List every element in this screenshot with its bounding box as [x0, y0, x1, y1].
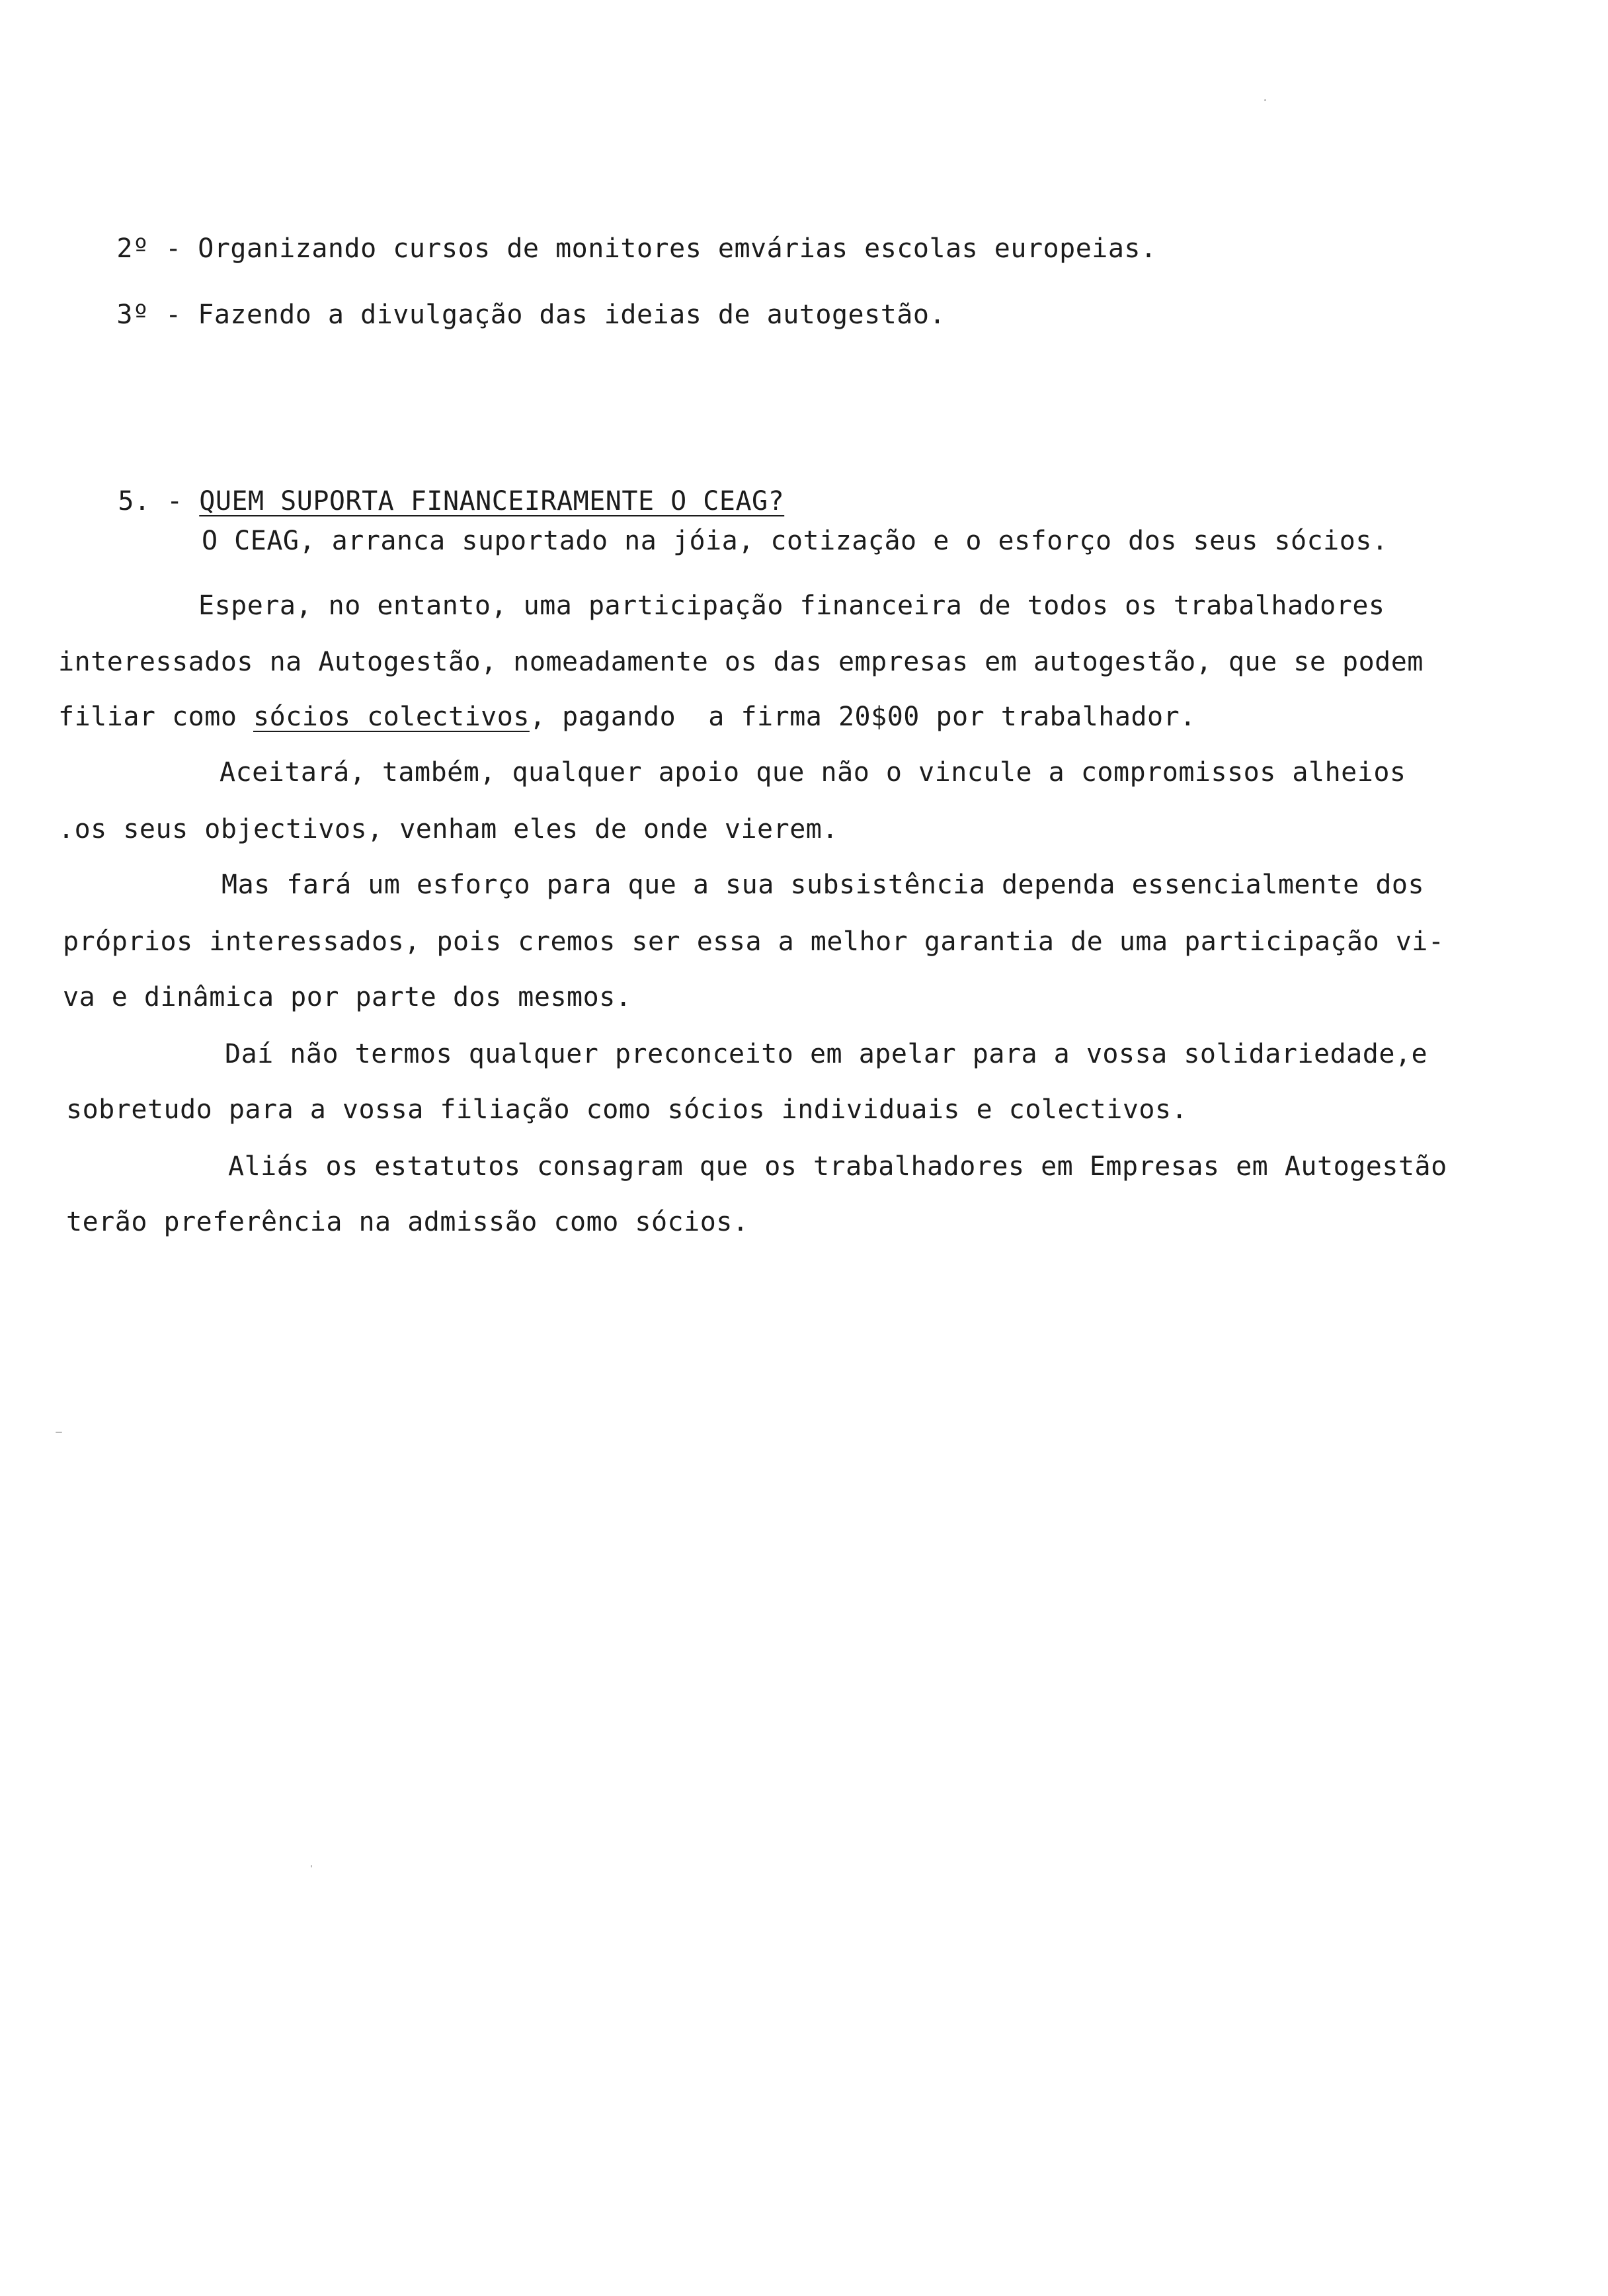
- scan-speck: [311, 1865, 312, 1867]
- section-number: 5. -: [118, 486, 183, 516]
- paragraph-line: Espera, no entanto, uma participação financeira de todos os trabalhadores: [198, 591, 1385, 621]
- list-marker: 3º: [116, 300, 149, 330]
- paragraph-line: Mas fará um esforço para que a sua subsistência dependa essencialmente dos: [221, 870, 1425, 900]
- scan-speck: [1264, 99, 1266, 101]
- paragraph-line: Daí não termos qualquer preconceito em apelar para a vossa solidariedade,e: [225, 1039, 1428, 1069]
- scan-speck: [56, 1432, 62, 1433]
- paragraph-line: va e dinâmica por parte dos mesmos.: [63, 982, 632, 1012]
- paragraph-line: próprios interessados, pois cremos ser essa a melhor garantia de uma participação vi-: [63, 926, 1445, 957]
- text-run: , pagando a firma 20$00 por trabalhador.: [529, 702, 1196, 732]
- paragraph-line: Aceitará, também, qualquer apoio que não o vincule a compromissos alheios: [220, 757, 1406, 788]
- paragraph-line: interessados na Autogestão, nomeadamente os das empresas em autogestão, que se podem: [58, 647, 1424, 677]
- paragraph-line: Aliás os estatutos consagram que os trabalhadores em Empresas em Autogestão: [228, 1151, 1447, 1182]
- paragraph-line: terão preferência na admissão como sócios.: [66, 1207, 749, 1237]
- paragraph-line: O CEAG, arranca suportado na jóia, cotização e o esforço dos seus sócios.: [202, 526, 1388, 556]
- paragraph-line: [58, 700, 1196, 734]
- list-text: - Fazendo a divulgação das ideias de autogestão.: [165, 300, 946, 330]
- paragraph-line: sobretudo para a vossa filiação como sócios individuais e colectivos.: [66, 1094, 1188, 1125]
- section-title: QUEM SUPORTA FINANCEIRAMENTE O CEAG?: [199, 486, 785, 516]
- list-marker: 2º: [116, 233, 149, 264]
- paragraph-line: .os seus objectivos, venham eles de onde vierem.: [58, 814, 838, 844]
- underlined-term: sócios colectivos: [253, 702, 530, 732]
- list-item-3: [52, 263, 945, 366]
- list-text: - Organizando cursos de monitores emvárias escolas europeias.: [165, 233, 1157, 264]
- text-run: filiar como: [58, 702, 237, 732]
